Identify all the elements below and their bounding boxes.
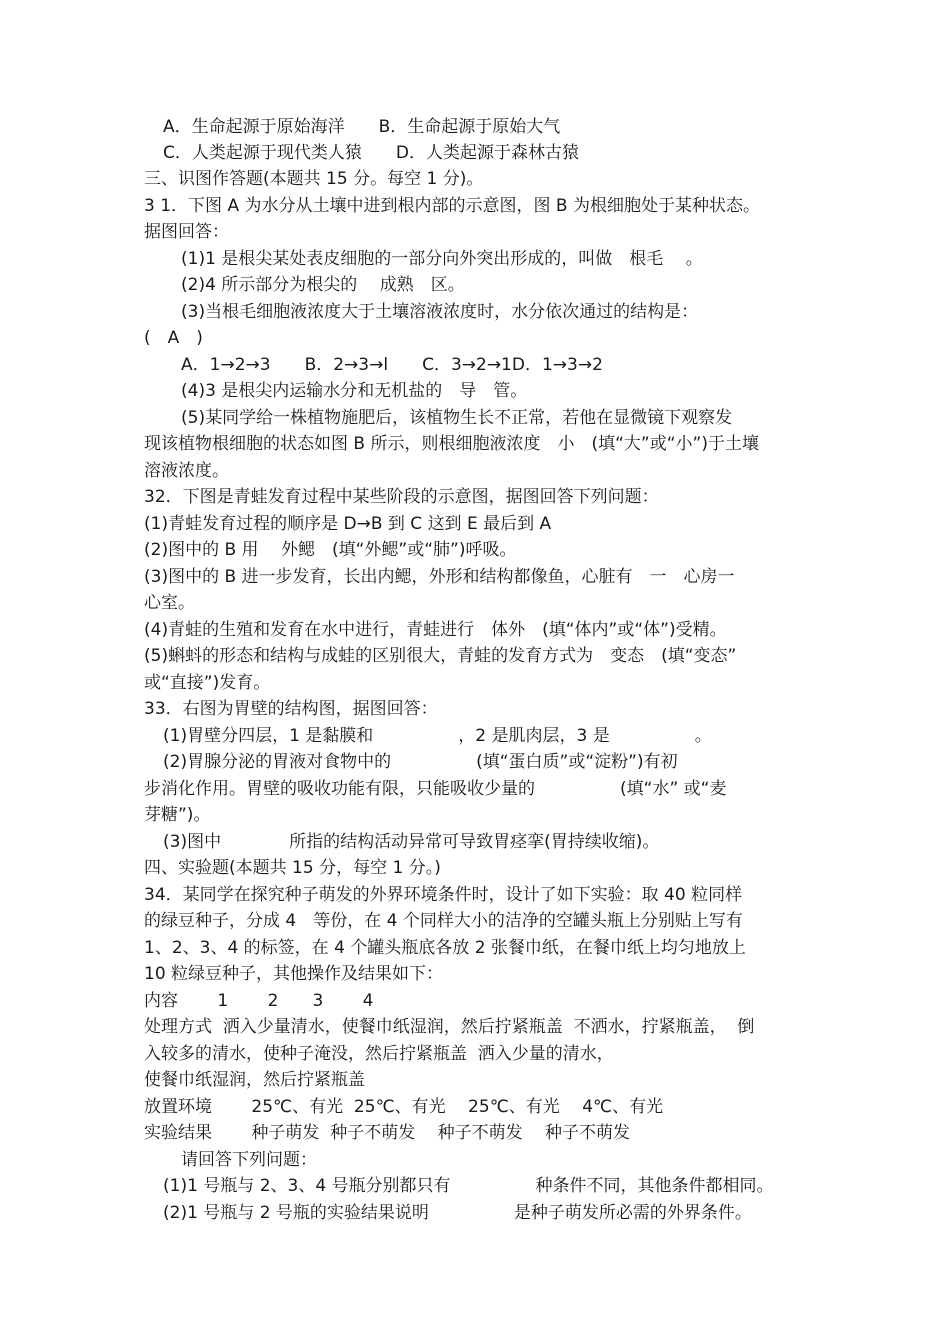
text-line: 现该植物根细胞的状态如图 B 所示，则根细胞液浓度 小 (填“大”或“小”)于土壤 [144, 434, 759, 454]
q32-part-2: (2)图中的 B 用 外鳃 (填“外鳃”或“肺”)呼吸。 [144, 540, 517, 560]
text-line: 或“直接”)发育。 [144, 673, 271, 693]
section-heading-4: 四、实验题(本题共 15 分，每空 1 分。) [144, 858, 441, 878]
option-line-cd: C．人类起源于现代类人猿 D．人类起源于森林古猿 [163, 143, 579, 163]
q31-part-1: (1)1 是根尖某处表皮细胞的一部分向外突出形成的，叫做 根毛 。 [181, 249, 703, 269]
q34-part-2: (2)1 号瓶与 2 号瓶的实验结果说明 是种子萌发所必需的外界条件。 [163, 1203, 752, 1223]
text-line: 步消化作用。胃壁的吸收功能有限，只能吸收少量的 (填“水” 或“麦 [144, 779, 727, 799]
q33-part-2: (2)胃腺分泌的胃液对食物中的 (填“蛋白质”或“淀粉”)有初 [163, 752, 678, 772]
q32-part-3: (3)图中的 B 进一步发育，长出内鳃，外形和结构都像鱼，心脏有 一 心房一 [144, 567, 735, 587]
q31-part-2: (2)4 所示部分为根尖的 成熟 区。 [181, 275, 465, 295]
text-line: 据图回答： [144, 222, 229, 242]
q31-part-3: (3)当根毛细胞液浓度大于土壤溶液浓度时，水分依次通过的结构是： [181, 302, 699, 322]
q31-part-4: (4)3 是根尖内运输水分和无机盐的 导 管。 [181, 381, 528, 401]
text-line: 1、2、3、4 的标签，在 4 个罐头瓶底各放 2 张餐巾纸，在餐巾纸上均匀地放上 [144, 938, 746, 958]
table-row-result: 实验结果 种子萌发 种子不萌发 种子不萌发 种子不萌发 [144, 1123, 631, 1143]
q33-part-1: (1)胃壁分四层，1 是黏膜和 ，2 是肌肉层，3 是 。 [163, 726, 712, 746]
question-34: 34．某同学在探究种子萌发的外界环境条件时，设计了如下实验：取 40 粒同样 [144, 885, 743, 905]
text-line: 10 粒绿豆种子，其他操作及结果如下： [144, 964, 444, 984]
question-33: 33．右图为胃壁的结构图，据图回答： [144, 699, 438, 719]
section-heading-3: 三、识图作答题(本题共 15 分。每空 1 分)。 [144, 169, 484, 189]
table-header-row: 内容 1 2 3 4 [144, 991, 374, 1011]
table-row-treatment: 处理方式 洒入少量清水，使餐巾纸湿润，然后拧紧瓶盖 不洒水，拧紧瓶盖， 倒 [144, 1017, 755, 1037]
option-line-ab: A．生命起源于原始海洋 B．生命起源于原始大气 [163, 117, 561, 137]
q33-part-3: (3)图中 所指的结构活动异常可导致胃痉挛(胃持续收缩)。 [163, 832, 660, 852]
q32-part-5: (5)蝌蚪的形态和结构与成蛙的区别很大，青蛙的发育方式为 变态 (填“变态” [144, 646, 737, 666]
q32-part-4: (4)青蛙的生殖和发育在水中进行，青蛙进行 体外 (填“体内”或“体”)受精。 [144, 620, 727, 640]
text-line: 的绿豆种子，分成 4 等份，在 4 个同样大小的洁净的空罐头瓶上分别贴上写有 [144, 911, 743, 931]
text-line: 入较多的清水，使种子淹没，然后拧紧瓶盖 洒入少量的清水， [144, 1044, 614, 1064]
q31-part-5: (5)某同学给一株植物施肥后，该植物生长不正常，若他在显微镜下观察发 [181, 408, 733, 428]
table-row-environment: 放置环境 25℃、有光 25℃、有光 25℃、有光 4℃、有光 [144, 1097, 664, 1117]
q32-part-1: (1)青蛙发育过程的顺序是 D→B 到 C 这到 E 最后到 A [144, 514, 552, 534]
text-line: 请回答下列问题： [181, 1150, 317, 1170]
text-line: 心室。 [144, 593, 195, 613]
question-32: 32．下图是青蛙发育过程中某些阶段的示意图，据图回答下列问题： [144, 487, 659, 507]
q31-part-3-answer: ( A ) [144, 328, 203, 348]
text-line: 芽糖”)。 [144, 805, 211, 825]
question-31: 3 1．下图 A 为水分从土壤中进到根内部的示意图，图 B 为根细胞处于某种状态。 [144, 196, 760, 216]
q34-part-1: (1)1 号瓶与 2、3、4 号瓶分别都只有 种条件不同，其他条件都相同。 [163, 1176, 774, 1196]
text-line: 使餐巾纸湿润，然后拧紧瓶盖 [144, 1070, 365, 1090]
text-line: 溶液浓度。 [144, 461, 229, 481]
q31-part-3-options: A．1→2→3 B．2→3→l C．3→2→1D．1→3→2 [181, 355, 603, 375]
